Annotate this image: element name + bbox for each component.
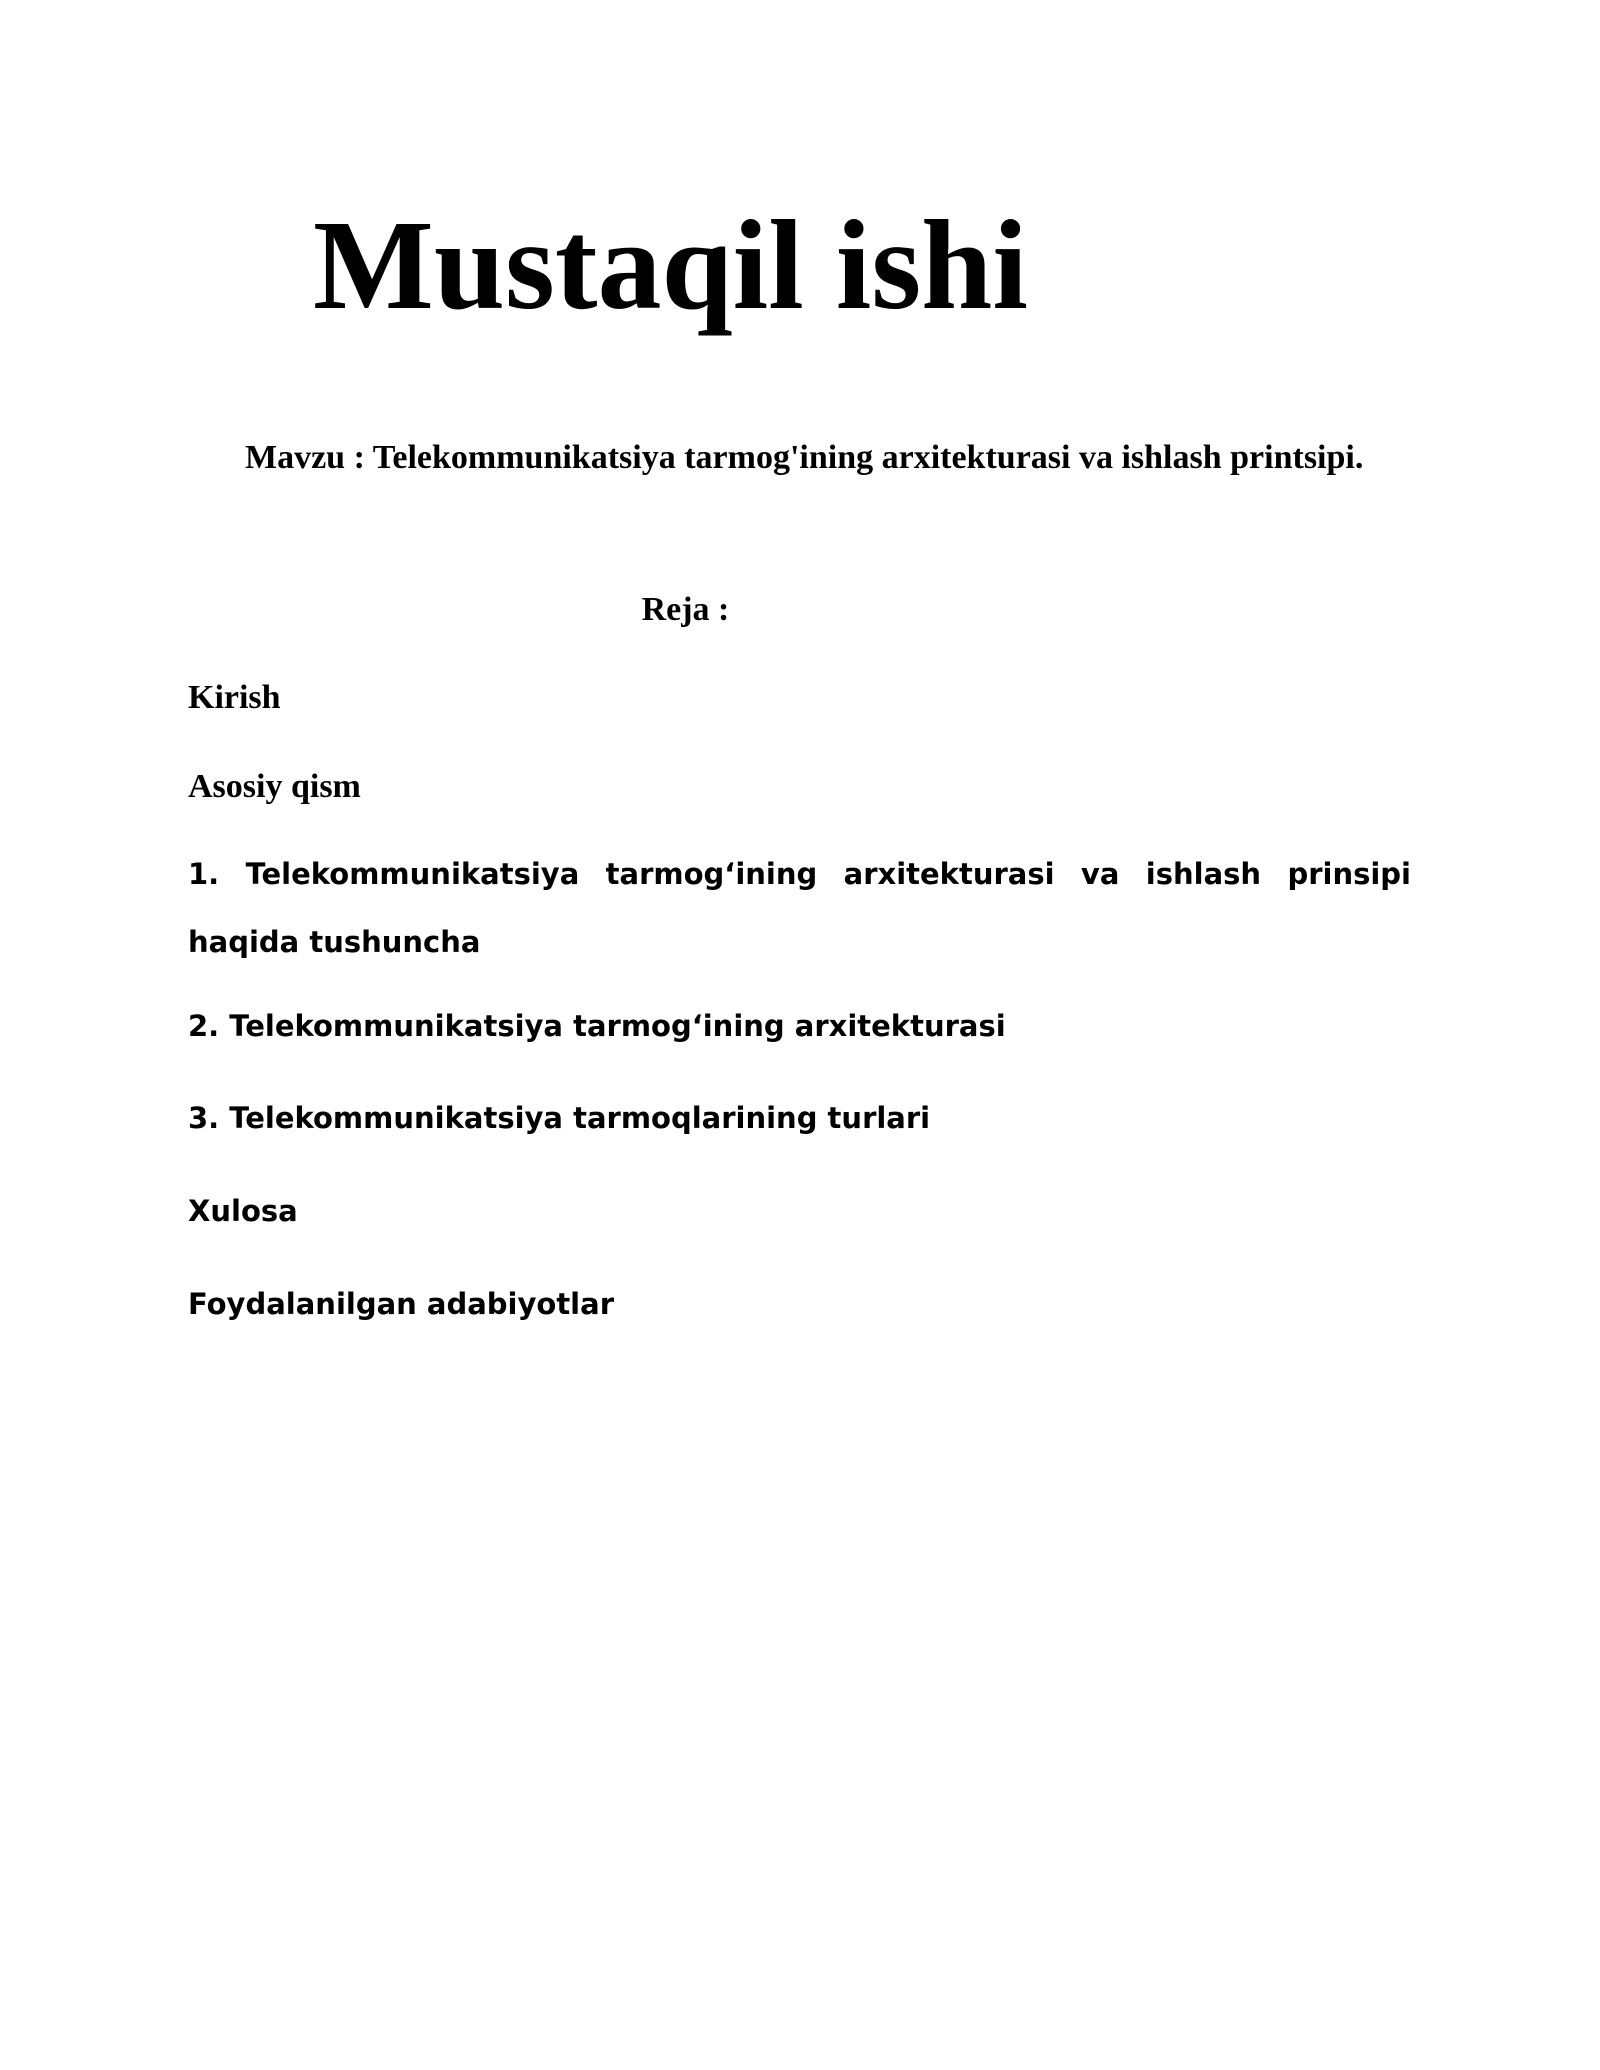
references-label: Foydalanilgan adabiyotlar [188, 1287, 614, 1321]
topic-paragraph: Mavzu : Telekommunikatsiya tarmog'ining arxitekturasi va ishlash printsipi. [245, 439, 1364, 476]
plan-item-3: 3. Telekommunikatsiya tarmoqlarining turlari [188, 1101, 931, 1135]
conclusion-label: Xulosa [188, 1194, 298, 1228]
main-part-label: Asosiy qism [188, 768, 361, 805]
plan-item-2: 2. Telekommunikatsiya tarmog‘ining arxitekturasi [188, 1009, 1006, 1043]
introduction-label: Kirish [188, 679, 281, 716]
plan-item-1: 1. Telekommunikatsiya tarmog‘ining arxitekturasi va ishlash prinsipi haqida tushuncha [188, 857, 1411, 959]
plan-heading: Reja : [641, 591, 730, 628]
document-title: Mustaqil ishi [313, 194, 1028, 336]
